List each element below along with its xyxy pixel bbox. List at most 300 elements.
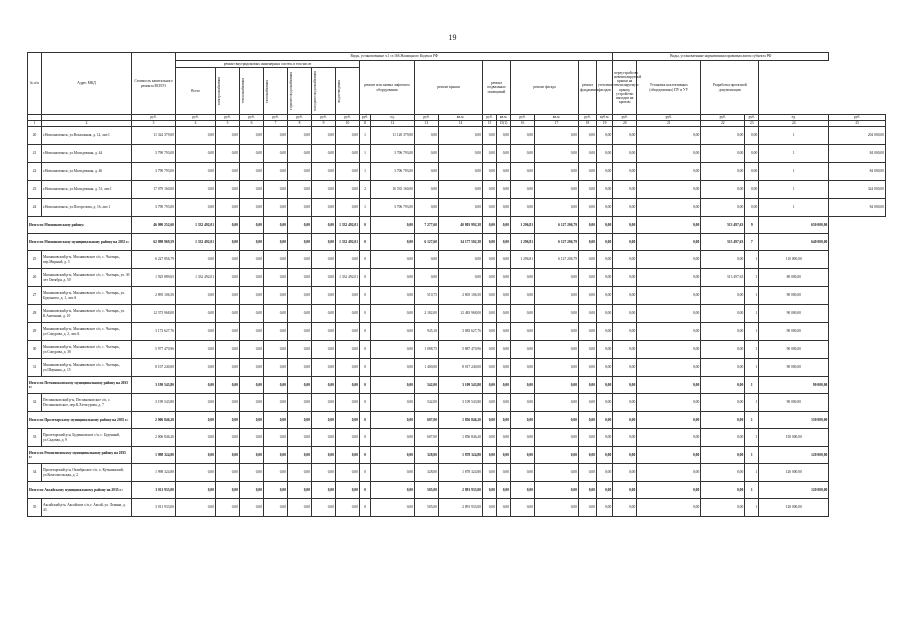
total-cell: 513 497,63 (701, 217, 745, 234)
table-cell: 0,00 (613, 323, 637, 341)
table-cell: 0,00 (240, 287, 264, 305)
units-cell: руб. (216, 115, 240, 121)
table-cell: 84 000,00 (829, 145, 886, 163)
table-cell: 120 000,00 (759, 499, 829, 517)
table-cell: 150 000,00 (759, 429, 829, 447)
table-cell: 0,00 (597, 341, 613, 359)
table-cell: 1 (759, 181, 829, 199)
total-label: Итого по Пролетарскому муниципальному району на 2035 г.: (28, 412, 132, 429)
table-cell: 0,00 (483, 163, 497, 181)
table-cell: 0,00 (701, 305, 745, 323)
total-cell: 0 (360, 482, 371, 499)
table-cell: 0,00 (535, 464, 579, 482)
column-number: 8 (288, 121, 312, 127)
total-cell: 1 332 492,01 (336, 217, 360, 234)
header-cost: Стоимость капитального ремонта ВСЕГО (132, 53, 176, 115)
table-cell: 0,00 (497, 269, 511, 287)
total-cell: 0,00 (535, 377, 579, 394)
table-cell: 0,00 (336, 181, 360, 199)
total-cell: 90 000,00 (759, 377, 829, 394)
table-cell: 1 (360, 163, 371, 181)
row-number: 28 (28, 305, 42, 323)
table-cell: 0,00 (288, 429, 312, 447)
table-cell: 1 (745, 394, 759, 412)
table-cell: 0,00 (288, 341, 312, 359)
table-cell: 3 706 793,00 (371, 163, 415, 181)
total-cell: 0,00 (535, 412, 579, 429)
row-cost: 3 173 627,76 (132, 323, 176, 341)
table-cell: 0,00 (371, 287, 415, 305)
table-cell: 0,00 (216, 145, 240, 163)
total-cell: 0,00 (312, 412, 336, 429)
table-cell: 0,00 (511, 359, 535, 377)
table-cell: 0,00 (535, 394, 579, 412)
row-cost: 3 790 793,00 (132, 145, 176, 163)
table-cell: 0,00 (240, 359, 264, 377)
table-cell: 6 127 206,79 (535, 251, 579, 269)
table-cell: 0,00 (216, 269, 240, 287)
table-cell: 0,00 (216, 127, 240, 145)
table-cell: 945,10 (415, 323, 439, 341)
total-cell: 0,00 (497, 482, 511, 499)
table-cell: 0,00 (216, 464, 240, 482)
total-cell: 0,00 (597, 412, 613, 429)
header-insulation: утепление фасадов (597, 61, 613, 115)
table-cell: 0,00 (497, 305, 511, 323)
total-cell: 0 (360, 377, 371, 394)
table-cell: 0,00 (535, 181, 579, 199)
column-number: 7 (264, 121, 288, 127)
table-cell: 0,00 (637, 269, 701, 287)
table-cell: 0,00 (216, 429, 240, 447)
table-cell: 0,00 (483, 429, 497, 447)
table-cell: 0,00 (483, 359, 497, 377)
total-cell: 9 (745, 217, 759, 234)
total-cell: 650 000,00 (759, 217, 829, 234)
table-cell: 0,00 (613, 181, 637, 199)
table-cell: 0,00 (371, 269, 415, 287)
table-cell: 0,00 (240, 341, 264, 359)
row-number: 34 (28, 464, 42, 482)
units-cell: руб. (132, 115, 176, 121)
table-row (28, 127, 886, 145)
header-sewer: водоотведения (337, 79, 341, 103)
table-cell: 0,00 (511, 429, 535, 447)
units-cell: руб. (240, 115, 264, 121)
table-cell: 0,00 (240, 499, 264, 517)
table-cell: 0,00 (415, 269, 439, 287)
table-cell: 0,00 (637, 251, 701, 269)
total-cell: 607,00 (415, 412, 439, 429)
table-cell: 0,00 (240, 127, 264, 145)
table-cell: 510,75 (415, 287, 439, 305)
table-cell: 0,00 (597, 305, 613, 323)
row-number: 35 (28, 499, 42, 517)
total-cell: 0,00 (240, 377, 264, 394)
table-cell: 0,00 (701, 359, 745, 377)
total-cell: 0,00 (497, 447, 511, 464)
total-cell: 0,00 (701, 412, 745, 429)
table-cell: 1 (745, 269, 759, 287)
table-cell: 0,00 (216, 181, 240, 199)
table-cell: 0,00 (483, 305, 497, 323)
table-cell: 0,00 (415, 127, 439, 145)
total-cell: 0,00 (497, 217, 511, 234)
total-cell: 1 (745, 377, 759, 394)
header-gas: газоснабжения (265, 79, 269, 103)
table-cell: 0,00 (613, 394, 637, 412)
total-cell: 62 898 969,59 (132, 234, 176, 251)
total-cell: 7 (745, 234, 759, 251)
total-cell: 1 332 492,01 (336, 234, 360, 251)
table-row (28, 163, 886, 181)
table-cell: 0,00 (439, 199, 483, 217)
column-number: 23 (745, 121, 759, 127)
units-cell: ед. (371, 115, 415, 121)
total-cell: 0,00 (336, 482, 360, 499)
table-cell: 0,00 (312, 359, 336, 377)
row-address: Мясниковский р-н, Мясниковское с/п, с. Чалтырь, ул. К.Антоняна, д. 10 (42, 305, 132, 323)
table-cell: 1 (745, 323, 759, 341)
column-number: 15 (483, 121, 497, 127)
total-cell: 0,00 (511, 377, 535, 394)
total-cell: 2 891 933,00 (439, 482, 483, 499)
table-cell: 0,00 (511, 287, 535, 305)
table-cell: 0,00 (439, 145, 483, 163)
total-cell: 0,00 (336, 447, 360, 464)
table-cell: 0 (360, 394, 371, 412)
total-cell: 0 (360, 217, 371, 234)
table-cell: 0,00 (264, 464, 288, 482)
total-cell: 0,00 (288, 217, 312, 234)
table-cell: 0,00 (637, 199, 701, 217)
total-cell: 0,00 (497, 234, 511, 251)
table-cell: 0,00 (637, 181, 701, 199)
table-cell: 0,00 (701, 199, 745, 217)
table-cell: 0,00 (613, 464, 637, 482)
table-cell: 0,00 (264, 341, 288, 359)
column-number: 12 (371, 121, 415, 127)
table-cell: 0,00 (483, 464, 497, 482)
total-cell: 513 497,63 (701, 234, 745, 251)
table-cell: 0 (360, 287, 371, 305)
table-cell: 0,00 (597, 145, 613, 163)
total-cell: 150 000,00 (759, 412, 829, 429)
total-cell: 1 (745, 447, 759, 464)
table-cell: 0,00 (216, 287, 240, 305)
units-cell: руб. (511, 115, 535, 121)
table-cell: 0,00 (240, 429, 264, 447)
table-cell: 0,00 (176, 287, 216, 305)
table-cell: 0,00 (637, 429, 701, 447)
row-address: г.Новошахтинск, ул.Погорелова, д. 16, лит.1 (42, 199, 132, 217)
table-cell: 0,00 (745, 145, 759, 163)
table-row (28, 199, 886, 217)
table-cell: 0,00 (511, 127, 535, 145)
table-cell: 0,00 (288, 145, 312, 163)
table-cell: 0,00 (637, 163, 701, 181)
table-cell: 0,00 (371, 464, 415, 482)
table-cell: 0,00 (312, 199, 336, 217)
table-cell: 0,00 (535, 199, 579, 217)
table-cell: 0,00 (240, 305, 264, 323)
table-cell: 1 878 324,80 (439, 464, 483, 482)
column-number: 16 (511, 121, 535, 127)
total-cell: 0,00 (535, 447, 579, 464)
table-cell: 0,00 (336, 464, 360, 482)
header-facade: ремонт фасада (511, 61, 579, 115)
table-cell: 0,00 (240, 269, 264, 287)
table-cell: 0,00 (415, 199, 439, 217)
table-cell: 0,00 (288, 269, 312, 287)
table-cell: 0,00 (701, 394, 745, 412)
total-cell: 328,00 (415, 447, 439, 464)
column-number: 18 (579, 121, 597, 127)
table-cell: 0,00 (312, 323, 336, 341)
table-cell: 0,00 (511, 464, 535, 482)
units-cell: руб. (288, 115, 312, 121)
row-cost: 2 006 846,20 (132, 429, 176, 447)
table-cell: 542,00 (415, 394, 439, 412)
table-cell: 0,00 (597, 181, 613, 199)
table-cell: 0,00 (535, 269, 579, 287)
table-cell: 0,00 (312, 305, 336, 323)
table-cell: 0,00 (264, 305, 288, 323)
row-address: г.Новошахтинск, ул.Вокзальная, д. 12, лит.1 (42, 127, 132, 145)
units-cell: ед. (759, 115, 829, 121)
table-cell: 0,00 (497, 341, 511, 359)
table-cell: 0,00 (176, 341, 216, 359)
table-cell: 0,00 (511, 199, 535, 217)
row-number: 22 (28, 163, 42, 181)
table-cell: 0,00 (497, 199, 511, 217)
table-cell: 0,00 (535, 341, 579, 359)
table-cell: 0,00 (312, 464, 336, 482)
row-address: Мясниковский р-н, Мясниковское с/п, с. Чалтырь, ул. Буденного, д. 1, лит.А (42, 287, 132, 305)
table-cell: 0,00 (579, 287, 597, 305)
total-label: Итого по Песчанокопскому муниципальному району на 2035 г.: (28, 377, 132, 394)
table-cell: 0,00 (511, 305, 535, 323)
table-cell: 1 (745, 341, 759, 359)
table-cell: 5 887 470,96 (439, 341, 483, 359)
table-cell: 0,00 (240, 181, 264, 199)
total-label: Итого по Ремонтненскому муниципальному району на 2035 г.: (28, 447, 132, 464)
total-row (28, 377, 886, 394)
table-cell: 3 706 793,00 (371, 199, 415, 217)
table-cell: 0,00 (371, 305, 415, 323)
units-cell: руб. (701, 115, 745, 121)
total-cell: 0,00 (483, 234, 497, 251)
table-cell: 0,00 (240, 251, 264, 269)
total-cell: 1 998 324,80 (132, 447, 176, 464)
table-cell: 0,00 (176, 499, 216, 517)
units-cell: руб. (312, 115, 336, 121)
total-cell: 0,00 (216, 377, 240, 394)
table-cell: 0,00 (312, 394, 336, 412)
table-cell: 0,00 (637, 287, 701, 305)
total-cell: 0,00 (511, 447, 535, 464)
header-meters: Установка коллективных (общедомовых) ПУ и УУ (637, 61, 701, 115)
table-row (28, 359, 886, 377)
table-cell: 0,00 (216, 199, 240, 217)
units-cell: руб. (637, 115, 701, 121)
total-cell: 0,00 (264, 447, 288, 464)
table-cell: 0,00 (613, 269, 637, 287)
table-cell: 1 (745, 499, 759, 517)
table-cell: 0,00 (579, 429, 597, 447)
table-cell: 0 (360, 499, 371, 517)
table-cell: 0,00 (497, 287, 511, 305)
column-number: 2 (42, 121, 132, 127)
table-cell: 0,00 (216, 323, 240, 341)
table-cell: 0,00 (483, 199, 497, 217)
table-cell: 0,00 (288, 287, 312, 305)
table-cell: 0,00 (264, 181, 288, 199)
column-number: 6 (240, 121, 264, 127)
total-cell: 0,00 (288, 447, 312, 464)
table-cell: 0,00 (637, 341, 701, 359)
table-cell: 0,00 (613, 359, 637, 377)
row-cost: 8 107 240,00 (132, 359, 176, 377)
table-cell: 0,00 (483, 341, 497, 359)
table-cell: 3 083 627,76 (439, 323, 483, 341)
table-cell: 90 000,00 (759, 394, 829, 412)
table-cell: 90 000,00 (759, 359, 829, 377)
table-cell: 0,00 (597, 163, 613, 181)
total-cell: 0,00 (597, 377, 613, 394)
table-cell: 0,00 (288, 464, 312, 482)
table-cell: 84 000,00 (829, 163, 886, 181)
total-cell: 0 (360, 412, 371, 429)
table-cell: 2 182,00 (415, 305, 439, 323)
table-cell: 0,00 (336, 305, 360, 323)
total-cell: 505,00 (415, 482, 439, 499)
table-cell: 0,00 (613, 305, 637, 323)
header-foundation: ремонт фундамента (579, 61, 597, 115)
total-row (28, 412, 886, 429)
total-cell: 0,00 (511, 412, 535, 429)
table-cell: 0,00 (579, 163, 597, 181)
total-row (28, 482, 886, 499)
total-cell: 0,00 (637, 447, 701, 464)
table-cell: 0,00 (597, 394, 613, 412)
column-number: 10 (336, 121, 360, 127)
table-cell: 0,00 (415, 145, 439, 163)
table-cell: 0,00 (371, 341, 415, 359)
table-row (28, 251, 886, 269)
row-number: 30 (28, 341, 42, 359)
total-cell: 542,00 (415, 377, 439, 394)
total-cell: 0,00 (613, 412, 637, 429)
table-cell: 0,00 (483, 287, 497, 305)
table-cell: 1 (360, 145, 371, 163)
total-row (28, 234, 886, 251)
table-cell: 0,00 (597, 359, 613, 377)
total-cell: 0,00 (216, 482, 240, 499)
capital-repair-table (27, 52, 886, 517)
units-cell: руб. (360, 115, 371, 121)
table-row (28, 287, 886, 305)
row-number: 23 (28, 181, 42, 199)
table-cell: 0,00 (497, 499, 511, 517)
row-address: Мясниковский р-н, Мясниковское с/п, с. Чалтырь, пер.Мирный, д. 3 (42, 251, 132, 269)
table-cell: 0,00 (637, 323, 701, 341)
table-cell: 1 (759, 163, 829, 181)
table-cell: 0,00 (579, 127, 597, 145)
units-cell: руб. (176, 115, 216, 121)
table-row (28, 181, 886, 199)
table-cell: 1 (759, 199, 829, 217)
units-cell: руб. (613, 115, 637, 121)
table-cell: 0,00 (535, 429, 579, 447)
table-cell: 0,00 (264, 323, 288, 341)
table-cell: 0,00 (497, 251, 511, 269)
table-cell: 0,00 (511, 163, 535, 181)
table-cell: 0,00 (312, 163, 336, 181)
table-cell: 0,00 (535, 323, 579, 341)
total-cell: 0,00 (637, 217, 701, 234)
total-cell: 120 000,00 (759, 482, 829, 499)
table-cell: 0,00 (176, 305, 216, 323)
table-cell: 0,00 (176, 429, 216, 447)
table-cell: 513 497,63 (701, 269, 745, 287)
table-cell: 0,00 (312, 341, 336, 359)
column-number: 3 (132, 121, 176, 127)
total-cell: 0,00 (216, 412, 240, 429)
total-cell: 0,00 (497, 377, 511, 394)
table-cell: 0,00 (597, 199, 613, 217)
table-cell: 0,00 (579, 305, 597, 323)
table-cell: 0 (360, 464, 371, 482)
table-cell: 0,00 (597, 323, 613, 341)
column-number: 11 (360, 121, 371, 127)
total-cell: 1 296,81 (511, 217, 535, 234)
table-cell: 0,00 (701, 287, 745, 305)
table-cell: 0,00 (176, 181, 216, 199)
table-cell: 0,00 (497, 181, 511, 199)
total-cell: 0,00 (264, 412, 288, 429)
total-cell: 0,00 (371, 234, 415, 251)
table-cell: 0,00 (240, 163, 264, 181)
table-cell: 0,00 (497, 464, 511, 482)
total-cell: 0 (360, 447, 371, 464)
total-cell: 0,00 (497, 412, 511, 429)
table-cell: 0,00 (312, 127, 336, 145)
total-cell: 0,00 (176, 482, 216, 499)
table-cell: 0,00 (511, 341, 535, 359)
total-cell: 0,00 (240, 412, 264, 429)
header-total: Всего (176, 68, 216, 115)
total-cell: 0,00 (597, 217, 613, 234)
row-cost: 6 227 856,79 (132, 251, 176, 269)
total-cell: 0,00 (535, 482, 579, 499)
table-cell: 0,00 (336, 429, 360, 447)
page-number: 19 (448, 33, 457, 42)
total-cell: 40 803 992,38 (439, 217, 483, 234)
table-row (28, 269, 886, 287)
table-cell: 0,00 (216, 394, 240, 412)
table-cell: 0,00 (176, 251, 216, 269)
table-cell: 0,00 (439, 181, 483, 199)
table-cell: 1 (759, 127, 829, 145)
total-cell: 0,00 (483, 377, 497, 394)
total-cell: 0,00 (216, 447, 240, 464)
table-cell: 0,00 (336, 394, 360, 412)
table-cell: 0,00 (613, 287, 637, 305)
table-cell: 0,00 (240, 323, 264, 341)
table-cell: 1 (745, 464, 759, 482)
table-cell: 2 805 106,50 (439, 287, 483, 305)
